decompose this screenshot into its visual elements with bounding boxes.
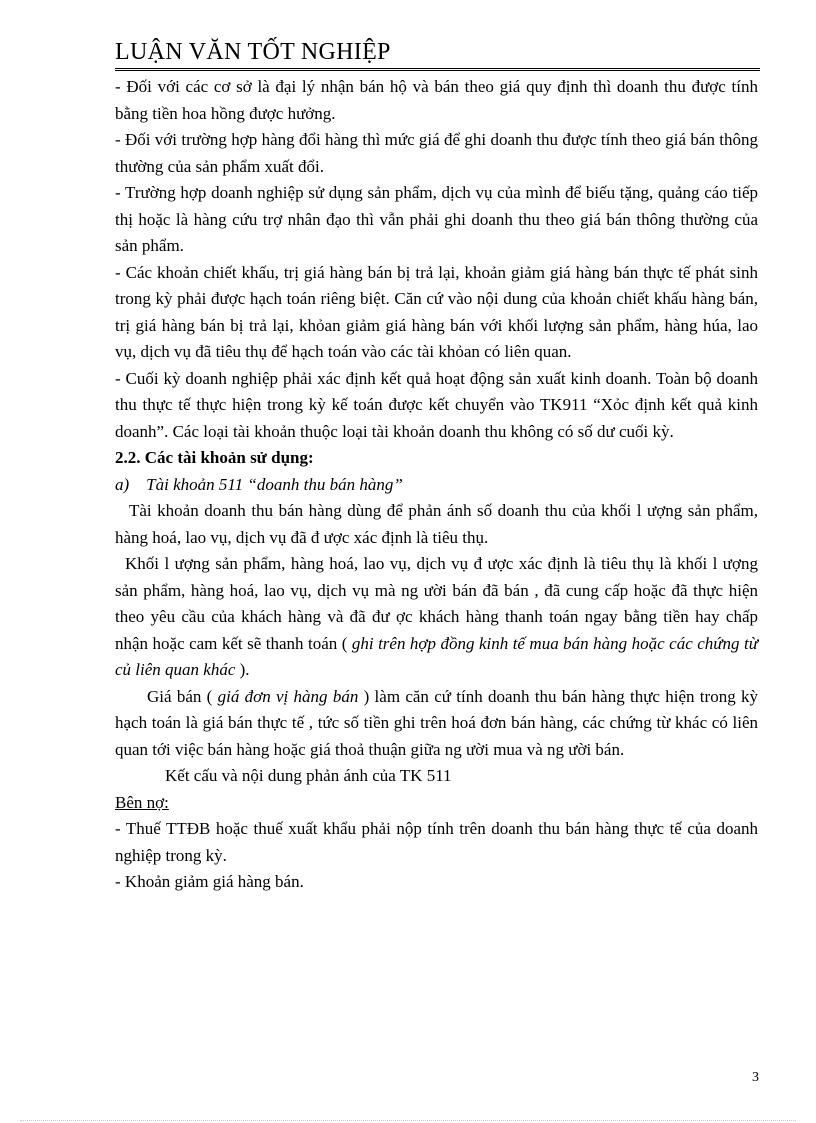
subsection-quoted: [247, 475, 402, 494]
bullet-paragraph: - Đối với các cơ sở là đại lý nhận bán hộ và bán theo giá quy định thì doanh thu được tính bằng tiền hoa hồng được hưởng.: [115, 77, 758, 123]
paragraph-511-c: [115, 684, 758, 764]
paragraph-511-a: Tài khoản doanh thu bán hàng dùng để phản ánh số doanh thu của khối l ượng sản phẩm, hàng hoá, lao vụ, dịch vụ đã đ ược xác định là tiêu thụ.: [115, 501, 758, 547]
paragraph-511-c-text: ) làm căn cứ tính doanh thu bán hàng thực hiện trong kỳ hạch toán là giá bán thực tế , tức số tiền ghi trên hoá đơn bán hàng, các chứng từ khác có liên quan tới việc bán hàng hoặc giá thoả thuận giữa ng ười mua và ng ười bán.: [115, 686, 758, 759]
bullet-paragraph: - Đối với trường hợp hàng đổi hàng thì mức giá để ghi doanh thu được tính theo giá bán thông thường của sản phẩm xuất đổi.: [115, 130, 758, 176]
bullet-paragraph: - Các khoản chiết khấu, trị giá hàng bán bị trả lại, khoản giảm giá hàng bán thực tế phát sinh trong kỳ phải được hạch toán riêng biệt. Căn cứ vào nội dung của khoản chiết khấu hàng bán, trị giá hàng bán bị trả lại, khỏan giảm giá hàng bán với khối lượng sản phẩm, hàng húa, lao vụ, dịch vụ đã tiêu thụ để hạch toán vào các tài khỏan có liên quan.: [115, 262, 758, 361]
paragraph-511-b-italic: ghi trên hợp đồng kinh tế mua bán hàng hoặc các chứng từ củ liên quan khác: [115, 633, 758, 679]
debit-item: - Thuế TTĐB hoặc thuế xuất khẩu phải nộp tính trên doanh thu bán hàng thực tế của doanh nghiệp trong kỳ.: [115, 819, 758, 865]
subsection-quoted-text: “doanh thu bán hàng”: [247, 474, 403, 494]
debit-item: - Khoản giảm giá hàng bán.: [115, 872, 304, 891]
subsection-marker: a): [115, 474, 130, 494]
paragraph-511-c-italic: giá đơn vị hàng bán: [217, 686, 359, 706]
subsection-heading: [115, 472, 758, 499]
page-bottom-border: [20, 1120, 796, 1121]
paragraph-511-c-lead: Giá bán (: [147, 686, 218, 706]
structure-line: Kết cấu và nội dung phản ánh của TK 511: [165, 766, 452, 785]
page-header-title: LUẬN VĂN TỐT NGHIỆP: [115, 38, 760, 71]
subsection-label: Tài khoản 511: [146, 474, 248, 494]
paragraph-511-b-tail: ).: [235, 660, 250, 679]
bullet-paragraph: - Cuối kỳ doanh nghiệp phải xác định kết quả hoạt động sản xuất kinh doanh. Toàn bộ doanh thu thực tế thực hiện trong kỳ kế toán được kết chuyển vào TK911 “Xỏc định kết quả kinh doanh”. Các loại tài khoản thuộc loại tài khoản doanh thu không có số dư cuối kỳ.: [115, 368, 758, 441]
paragraph-511-b-text: Khối l ượng sản phẩm, hàng hoá, lao vụ, dịch vụ đ ược xác định là tiêu thụ là khối l ượng sản phẩm, hàng hoá, lao vụ, dịch vụ mà ng ười bán đã bán , đã cung cấp hoặc đã thực hiện theo yêu cầu của khách hàng và đã đư ợc khách hàng thanh toán ngay bằng tiền hay chấp nhận hoặc cam kết sẽ thanh toán (: [115, 554, 758, 653]
bullet-paragraph: - Trường hợp doanh nghiệp sử dụng sản phẩm, dịch vụ của mình để biếu tặng, quảng cáo tiếp thị hoặc là hàng cứu trợ nhân đạo thì vẫn phải ghi doanh thu theo giá bán thông thường của sản phẩm.: [115, 183, 758, 255]
page-number: 3: [752, 1070, 759, 1085]
document-body: [115, 74, 758, 896]
debit-label: Bên nợ:: [115, 792, 169, 812]
section-heading: 2.2. Các tài khoản sử dụng:: [115, 448, 314, 467]
paragraph-511-b: [115, 551, 758, 684]
